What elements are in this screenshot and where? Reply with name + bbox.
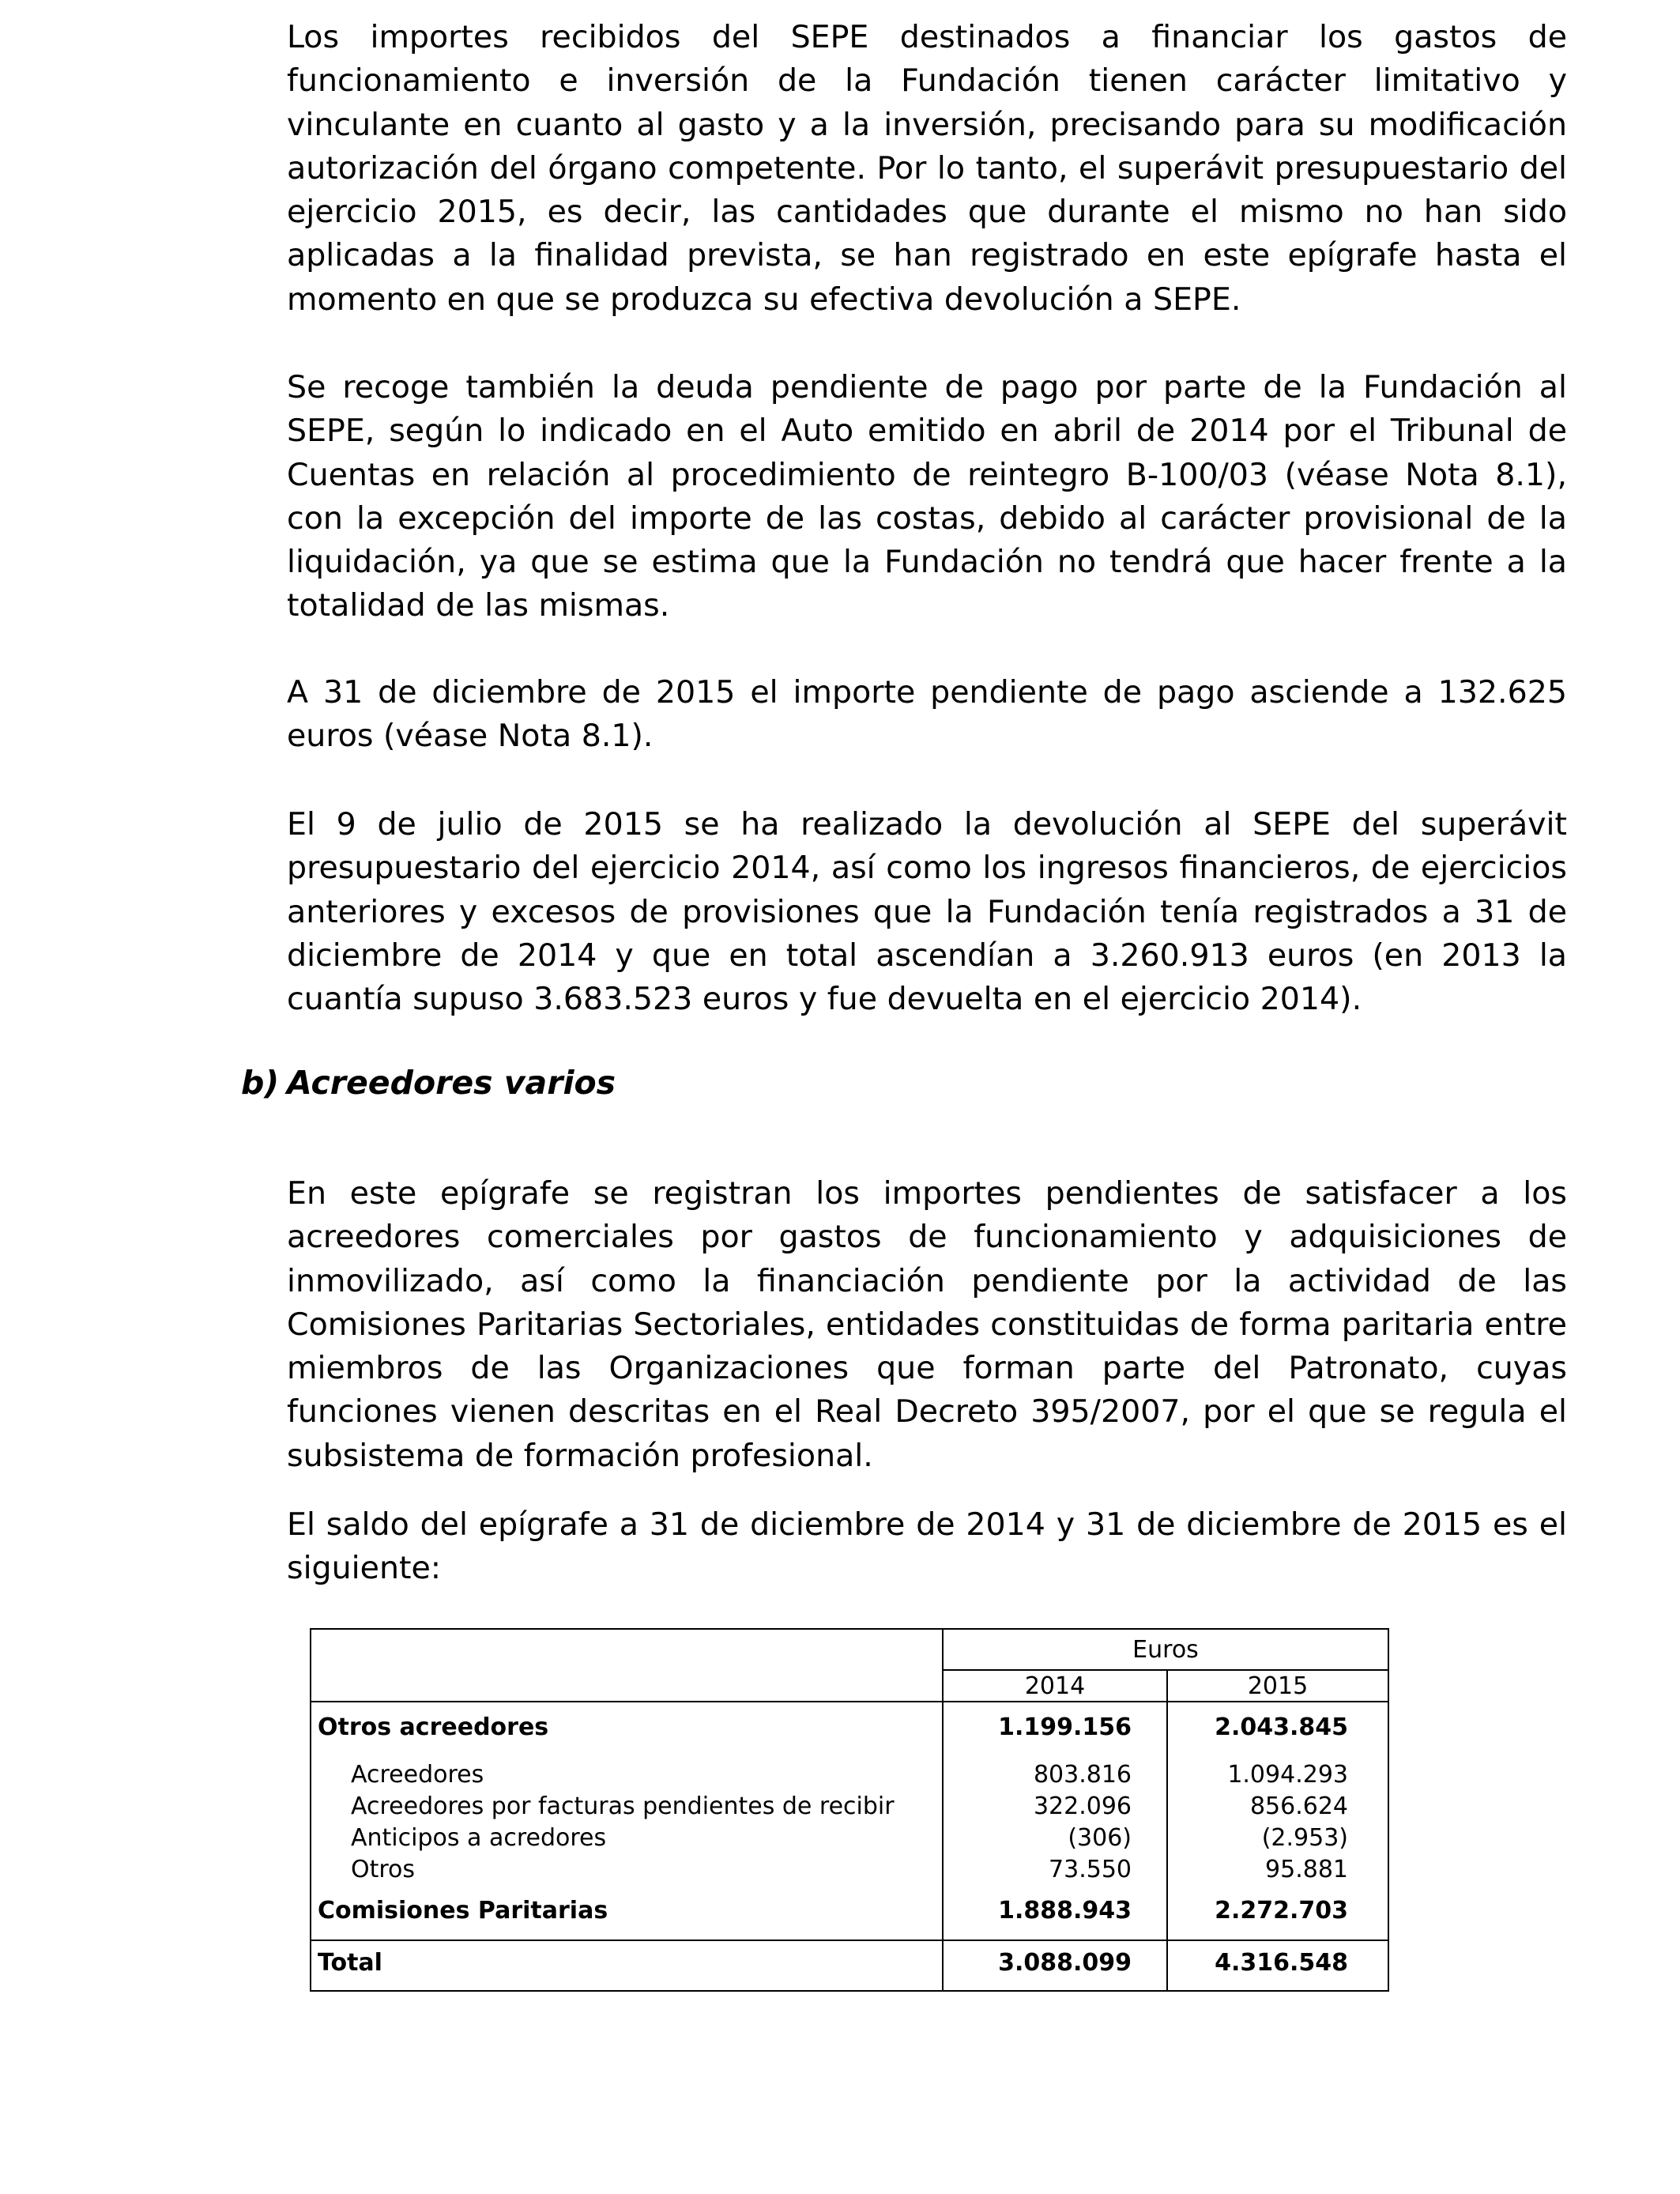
table-cell-2014: 803.816 bbox=[1033, 1761, 1132, 1789]
paragraph-text: El saldo del epígrafe a 31 de diciembre de 2014 y 31 de diciembre de 2015 es el siguiente: bbox=[287, 1506, 1567, 1587]
table-cell-2015: 2.043.845 bbox=[1215, 1713, 1348, 1741]
table-divider bbox=[311, 1940, 1388, 1941]
paragraph-saldo bbox=[287, 1503, 1567, 1591]
table-row-label: Acreedores bbox=[351, 1761, 484, 1789]
table-cell-2014: 1.199.156 bbox=[998, 1713, 1132, 1741]
table-cell-2015: 95.881 bbox=[1265, 1856, 1348, 1883]
table-row-label: Anticipos a acredores bbox=[351, 1824, 607, 1852]
paragraph-deuda-pendiente bbox=[287, 366, 1567, 628]
table-total-label: Total bbox=[318, 1949, 382, 1977]
paragraph-text: Se recoge también la deuda pendiente de pago por parte de la Fundación al SEPE, según lo indicado en el Auto emitido en abril de 2014 por el Tribunal de Cuentas en relación al procedimiento de reintegro B-100/03 (véase Nota 8.1), con la excepción del importe de las costas, debido al carácter provisional de la liquidación, ya que se estima que la Fundación no tendrá que hacer frente a la totalidad de las mismas. bbox=[287, 369, 1567, 624]
table-cell-2014: 1.888.943 bbox=[998, 1897, 1132, 1924]
section-heading-title: Acreedores varios bbox=[287, 1064, 616, 1102]
paragraph-devolucion bbox=[287, 803, 1567, 1021]
balance-table bbox=[310, 1628, 1389, 1992]
table-cell-2015: 1.094.293 bbox=[1227, 1761, 1348, 1789]
table-total-2014: 3.088.099 bbox=[998, 1949, 1132, 1977]
paragraph-text: El 9 de julio de 2015 se ha realizado la devolución al SEPE del superávit presupuestario del ejercicio 2014, así como los ingresos financieros, de ejercicios anteriores y excesos de provisiones que la Fundación tenía registrados a 31 de diciembre de 2014 y que en total ascendían a 3.260.913 euros (en 2013 la cuantía supuso 3.683.523 euros y fue devuelta en el ejercicio 2014). bbox=[287, 806, 1567, 1018]
section-heading-label: b) bbox=[241, 1064, 280, 1102]
table-cell-2014: 322.096 bbox=[1033, 1793, 1132, 1820]
table-cell-2015: 856.624 bbox=[1249, 1793, 1348, 1820]
table-group-header: Euros bbox=[1132, 1636, 1199, 1664]
table-cell-2014: (306) bbox=[1068, 1824, 1132, 1852]
paragraph-text: Los importes recibidos del SEPE destinados a financiar los gastos de funcionamiento e inversión de la Fundación tienen carácter limitativo y vinculante en cuanto al gasto y a la inversión, precisando para su modificación autorización del órgano competente. Por lo tanto, el superávit presupuestario del ejercicio 2015, es decir, las cantidades que durante el mismo no han sido aplicadas a la finalidad prevista, se han registrado en este epígrafe hasta el momento en que se produzca su efectiva devolución a SEPE. bbox=[287, 19, 1567, 318]
paragraph-acreedores bbox=[287, 1172, 1567, 1478]
table-year-header: 2014 bbox=[1024, 1672, 1086, 1700]
table-total-2015: 4.316.548 bbox=[1215, 1949, 1348, 1977]
paragraph-text: En este epígrafe se registran los importes pendientes de satisfacer a los acreedores comerciales por gastos de funcionamiento y adquisiciones de inmovilizado, así como la financiación pendiente por la actividad de las Comisiones Paritarias Sectoriales, entidades constituidas de forma paritaria entre miembros de las Organizaciones que forman parte del Patronato, cuyas funciones vienen descritas en el Real Decreto 395/2007, por el que se regula el subsistema de formación profesional. bbox=[287, 1175, 1567, 1474]
table-row-label: Acreedores por facturas pendientes de recibir bbox=[351, 1793, 895, 1820]
table-cell-2015: (2.953) bbox=[1261, 1824, 1348, 1852]
table-cell-2014: 73.550 bbox=[1049, 1856, 1132, 1883]
table-row-label: Otros bbox=[351, 1856, 416, 1883]
table-year-header: 2015 bbox=[1247, 1672, 1309, 1700]
table-row-label: Comisiones Paritarias bbox=[318, 1897, 608, 1924]
paragraph-importe-pendiente bbox=[287, 671, 1567, 759]
paragraph-text: A 31 de diciembre de 2015 el importe pendiente de pago asciende a 132.625 euros (véase Nota 8.1). bbox=[287, 674, 1567, 755]
section-heading bbox=[241, 1061, 616, 1105]
paragraph-sepe-importes bbox=[287, 16, 1567, 322]
table-cell-2015: 2.272.703 bbox=[1215, 1897, 1348, 1924]
table-row-label: Otros acreedores bbox=[318, 1713, 549, 1741]
